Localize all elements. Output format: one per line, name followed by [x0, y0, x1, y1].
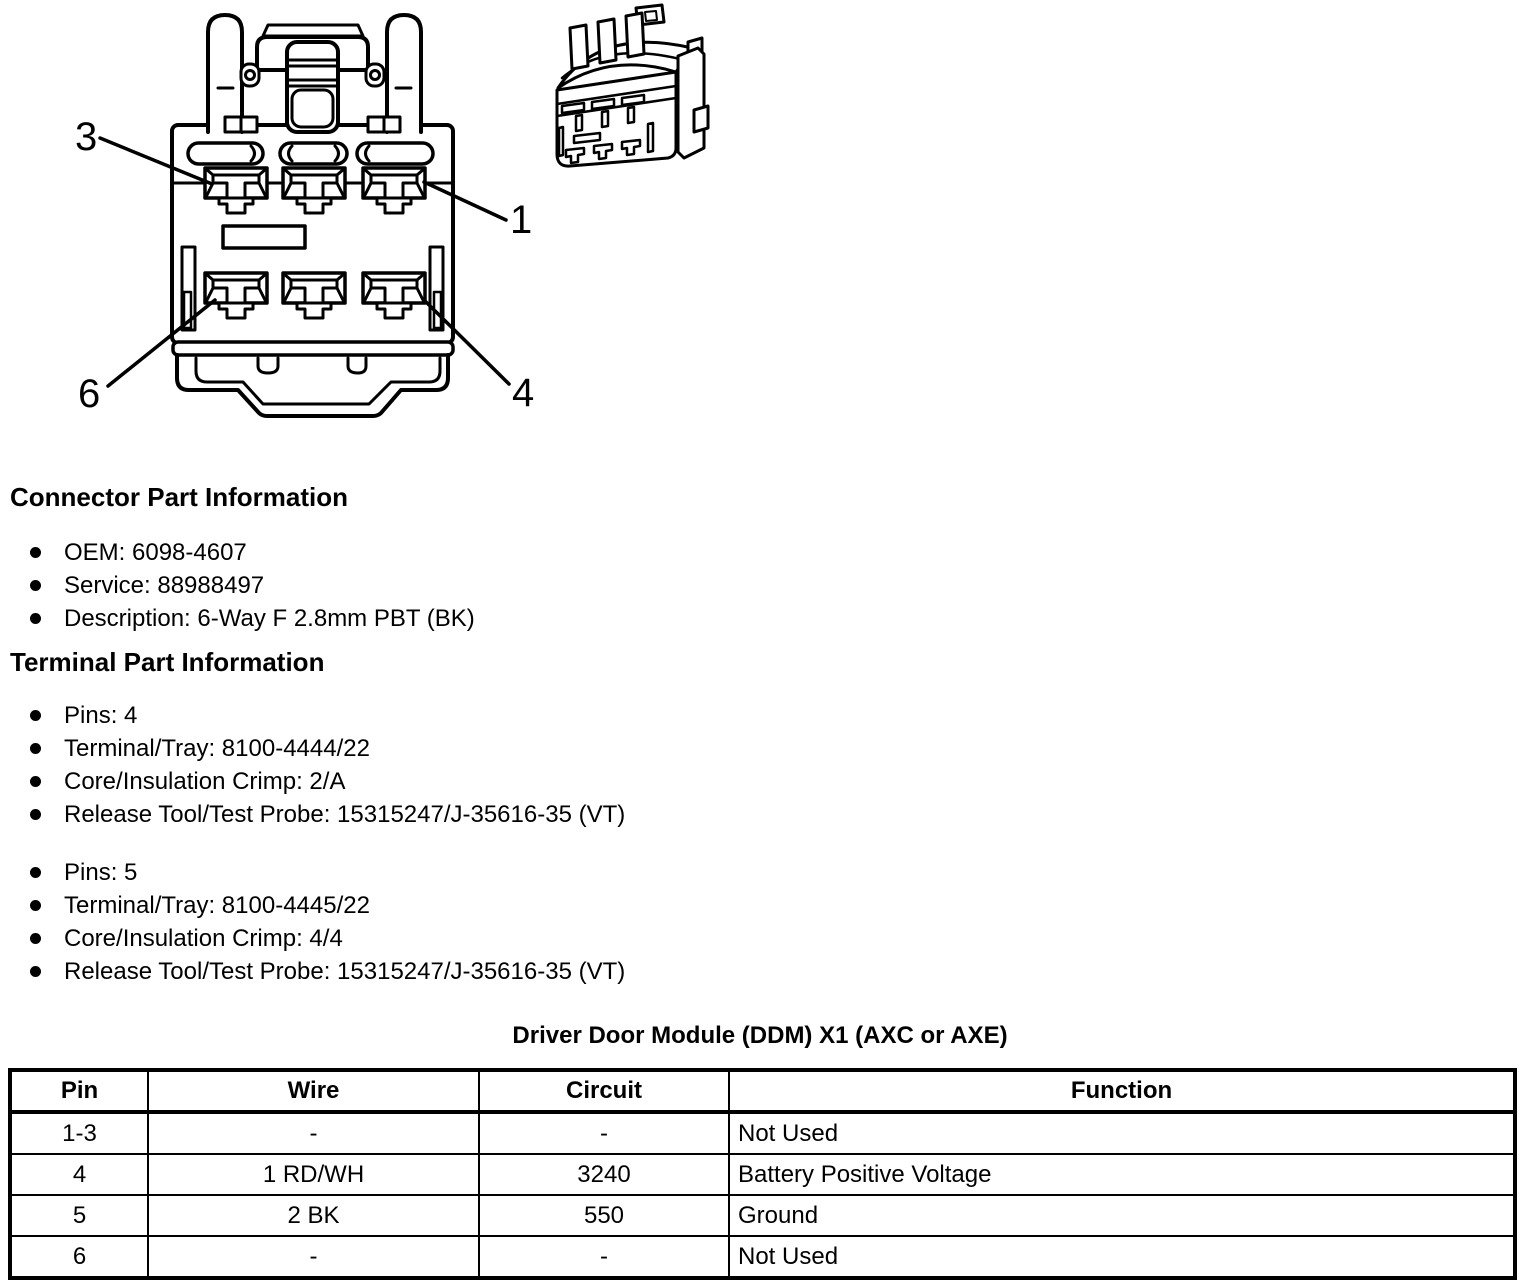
shell-notch	[348, 358, 366, 373]
table-row	[10, 1236, 1515, 1278]
iso-top-tab	[626, 13, 644, 57]
pin-label-1: 1	[510, 198, 533, 242]
pin-table-title: Driver Door Module (DDM) X1 (AXC or AXE)	[512, 1022, 1008, 1049]
cell-pin: 1-3	[10, 1112, 148, 1154]
bullet-icon	[30, 776, 41, 787]
cell-wire: 2 BK	[148, 1195, 479, 1236]
list-item	[30, 856, 625, 889]
list-item	[30, 955, 625, 988]
connector-part-information-list	[30, 536, 475, 635]
list-item-text: Pins: 4	[64, 702, 138, 729]
latch-arm-left	[241, 64, 259, 86]
table-row	[10, 1195, 1515, 1236]
column-header-pin: Pin	[10, 1070, 148, 1112]
list-item-text: Terminal/Tray: 8100-4445/22	[64, 892, 370, 919]
pin-label-3: 3	[75, 115, 98, 159]
bullet-icon	[30, 867, 41, 878]
cell-circuit: 550	[479, 1195, 729, 1236]
terminal-part-information-list-1	[30, 699, 625, 831]
cell-pin: 4	[10, 1154, 148, 1195]
pin-label-4: 4	[512, 371, 535, 415]
column-header-wire: Wire	[148, 1070, 479, 1112]
pin-label-6: 6	[78, 372, 101, 416]
list-item	[30, 765, 625, 798]
bullet-icon	[30, 710, 41, 721]
iso-top-tab	[598, 19, 616, 63]
list-item-text: OEM: 6098-4607	[64, 539, 247, 566]
bullet-icon	[30, 743, 41, 754]
bullet-icon	[30, 580, 41, 591]
bullet-icon	[30, 966, 41, 977]
list-item	[30, 732, 625, 765]
list-item	[30, 569, 475, 602]
table-row	[10, 1112, 1515, 1154]
bullet-icon	[30, 809, 41, 820]
column-header-function: Function	[729, 1070, 1515, 1112]
list-item-text: Release Tool/Test Probe: 15315247/J-35616-35 (VT)	[64, 958, 626, 985]
list-item	[30, 889, 625, 922]
list-item	[30, 922, 625, 955]
lock-post-right	[387, 15, 421, 132]
cell-function: Not Used	[729, 1112, 1515, 1154]
cell-wire: -	[148, 1236, 479, 1278]
terminal-part-information-heading: Terminal Part Information	[10, 647, 325, 677]
cell-circuit: -	[479, 1236, 729, 1278]
table-header-row	[10, 1070, 1515, 1112]
table-row	[10, 1154, 1515, 1195]
iso-right-slab	[678, 48, 704, 158]
iso-top-tab	[570, 25, 588, 69]
list-item-text: Release Tool/Test Probe: 15315247/J-35616-35 (VT)	[64, 801, 626, 828]
list-item	[30, 602, 475, 635]
list-item-text: Pins: 5	[64, 859, 138, 886]
bullet-icon	[30, 900, 41, 911]
bullet-icon	[30, 933, 41, 944]
bottom-shell-inner	[196, 358, 440, 404]
connector-3d-view	[557, 5, 708, 166]
pin-table	[8, 1068, 1517, 1280]
connector-diagram	[0, 0, 760, 448]
cell-pin: 5	[10, 1195, 148, 1236]
list-item-text: Service: 88988497	[64, 572, 265, 599]
terminal-part-information-list-2	[30, 856, 625, 988]
bullet-icon	[30, 613, 41, 624]
list-item-text: Core/Insulation Crimp: 2/A	[64, 768, 346, 795]
cell-function: Battery Positive Voltage	[729, 1154, 1515, 1195]
bottom-band	[173, 342, 453, 355]
shell-notch	[258, 358, 278, 373]
list-item-text: Terminal/Tray: 8100-4444/22	[64, 735, 370, 762]
connector-part-information-heading: Connector Part Information	[10, 482, 349, 512]
list-item-text: Core/Insulation Crimp: 4/4	[64, 925, 343, 952]
latch-arm-right	[366, 64, 384, 86]
cell-function: Not Used	[729, 1236, 1515, 1278]
lock-post-left	[208, 15, 242, 132]
cell-circuit: -	[479, 1112, 729, 1154]
latch-top-strip	[263, 25, 363, 36]
bullet-icon	[30, 547, 41, 558]
list-item	[30, 536, 475, 569]
list-item	[30, 699, 625, 732]
cell-pin: 6	[10, 1236, 148, 1278]
iso-right-tab-bottom	[694, 106, 708, 132]
list-item-text: Description: 6-Way F 2.8mm PBT (BK)	[64, 605, 475, 632]
cell-function: Ground	[729, 1195, 1515, 1236]
list-item	[30, 798, 625, 831]
cell-wire: 1 RD/WH	[148, 1154, 479, 1195]
bottom-shell-outer	[177, 355, 448, 416]
connector-front-view	[100, 15, 509, 416]
cell-circuit: 3240	[479, 1154, 729, 1195]
column-header-circuit: Circuit	[479, 1070, 729, 1112]
cell-wire: -	[148, 1112, 479, 1154]
